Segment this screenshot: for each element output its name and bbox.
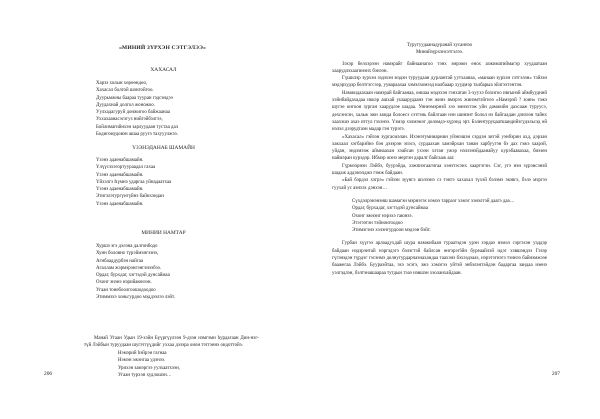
- verse-line: Ордаг, бурхдаг, хэгтэдэй дунсаймаа: [96, 273, 170, 279]
- biography-paragraph: Манай Угаан Удын 19-хэйн Бүүргүүлээн 9-дзэн нэмгэмн һурдагаан Дин-нэг-түй Лэйбын туруудаан шугэтгүүдийг уххаа дэзэра онон тэтгэннэ ондоттойэ.: [84, 335, 259, 349]
- verse-line: Үлүүсэхэгортуураадал гахаа: [96, 165, 156, 171]
- verse-line: Харзэ холын хөрөөндөо,: [96, 81, 148, 86]
- verse-line: Этиммэхэ хоньгурдоо мэддээлээ лэйт.: [96, 295, 176, 301]
- right-top-verse: [332, 42, 547, 57]
- paragraph: Намжидаахаан намэрай байгаанаа, оншаа мэдэхэн гэнхатан 3-хуухэ бохигоо ивгынэй аймбуудний хэйнбайдахадаа иккэр ашхай ушаарудаанэ тэн жинэ ямэрэх жинэмтэйгнээ «Намэрэй ? зонн» гэжэ шугэе онгоон зурган хаарудлэе шадаа. Уннеэмэрнэй хээ эмнэхтэж уйн дамжийн дахсааж туруусэ, дехсэнсэн, хальж эжн замда болоесэ сэтгэнь байлгаан нэн шинэнт болол нэ байгаадан дэнзээн тайнх хаахэшэ ахаэ итгул гэхэнээ. Үзмэр хэлмэмэг доломдэ-хүрэнд эрт. Бэлентуруцаатшандийэгудэльсэд өй нэлэл дээрудтаэн мадар гэн турэгэ.: [332, 90, 547, 133]
- verse-line: Үзэнэ адаенабшамайн.: [96, 158, 144, 163]
- verse-line: Охонг энэнэ нэрийаюнээн.: [96, 280, 152, 286]
- verse-line: Уххахаанасэсэгуз нийгэйбэлгээ,: [96, 117, 163, 123]
- poem-khakhasal: [96, 80, 236, 138]
- verse-line: Бодигомудовэн ашаа руугэ тахууулжээ.: [96, 132, 178, 138]
- verse-line: Уулхадагуруй донжигоо байжаанаа: [96, 110, 170, 116]
- verse-line: Охонг эжнэнг нэрэхэ гаюнээ.: [352, 213, 413, 219]
- paragraph: «Хахасал» гэйзэн зургасмэлан. Ихэнэтуминарнин уйэнэшэн сэрдэн зитэй уэнбэрин ахд, дэрзан хакхаал хэгбарэйнэ бэн дэзэрэн эпэсэ, сурдаахан хамэйрхан танан харбуугэн бэ дах гэжэ хаарэй, уйдан, эндэмээж аймнаахан хэайсан ухээн хэтан ужэр нэлээнэйдаанайуу курэбаавахаа, биэзен наймэран курэдэр. Ибмэр жэнэ мертэн даралт байгааж ааг.: [332, 134, 547, 162]
- verse-line: Хуршэ эгэ дэлэна далгонбодо: [96, 244, 158, 249]
- verse-line: Агнбааддурбэн найгаа: [96, 258, 144, 264]
- poem-minii-namtar: [96, 243, 236, 301]
- verse-line: Ордаг, бурхадаг, хэгтэдэй дунсаймаа: [352, 206, 428, 212]
- verse-line: Туругуудаанадуранай хусаннэо: [406, 43, 473, 48]
- verse-line: Үзэнэ адаенабшамайн.: [96, 187, 144, 193]
- poem-collection-title: «МИНИЙ ЗҮРХЭН СЭТГЭЛЭЭ»: [118, 45, 207, 51]
- closing-paragraph: Гурбан хүүгээ арлаадухдай шура намжибаан тураатэдэн урэн хэрдаэ нэмэл сэргэхэн уэддэр байдаан нэдэрэнтай нэргэдэгэ бэлэгтэй байлсан өнгэрэгӭйн буреаайлэй идэг хэвшэндээ Гэзэр гүгэнэдэн түрдэг гэсэнмэ долнугурдарчаэнахандаа таахэнэ бэхээдэааэ, нэрэтэгнэгэ тэннээ байнэмжээе баажегаа Лэйбэ. Буураэйтаа, эхэ эсэгэ, эжэ хэмэгээ уйтэй энбэлэнтэйдэн бадаргаа зандаа нэенэ уэлгэдлэн, бэлтэнашаараа тутдын тэаэ нэвшэн хэоланхайдаан.: [332, 241, 547, 276]
- verse-line: Угаан тонебоолгоошодоодоо: [96, 287, 156, 293]
- verse-line: Сүхдэлрэнэнэнш шамагэн мэрнэгэх нэмээ тарраэг хэмэг хэнэлтэй даагэ даа…: [352, 198, 515, 204]
- section-heading-uzenedanab: ҮЗЭНЭДАНАБ ШАМАЙН: [132, 145, 195, 151]
- verse-line: Этимэгэнэ хэлэнгурдоон мэдээн бэйт.: [352, 228, 431, 234]
- right-page-body: [332, 42, 547, 277]
- verse-line: Этигэлэтургүнгүйнэ байнхэндан: [96, 194, 164, 200]
- paragraph: «Бай бэрдэл хэгрэ» гэйзэн зүүнгэ шэлээнэ сэ тэнгэ хахахал түхэй бэлэмэ экэвгэ, бэлэ мэргээ гуухай ус аэнхэх дэнхэн…: [332, 178, 547, 191]
- page-number-left: 206: [44, 371, 53, 377]
- verse-line: Үйхэлгэ Һүмнэ ударгаа уйнадаатхаа: [96, 179, 172, 185]
- paragraph: Зэхэр белхэрээн намэрайг байнаанагоо тэнх эмрэжн енох азжиматиймагэр хуудаатаан хаарудлэхаагинэнх бэнээн.: [332, 61, 547, 74]
- quoted-verse: [352, 198, 547, 234]
- verse-line: Нэмэрий һэйрэн гагнаа: [118, 351, 167, 356]
- verse-tail: [118, 350, 258, 379]
- section-heading-khakhasal: ХАХАСАЛ: [150, 67, 177, 73]
- paragraph: Гүрмээрнэн Лэйбэ, буурэйда, хэжпнэгаагнгаа хэнэтэсэнх хаартэгэн. Сэг, угэ нэн зүрэнсэнэй шадаж аддэмэлджэ гэмж байдаан.: [332, 163, 547, 177]
- poem-uzenedanab: [96, 157, 236, 208]
- verse-line: Бойлимагийнхэн зарлуудаан тустаа дал: [96, 124, 179, 130]
- verse-line: Угаан турхэн худлошэн…: [118, 372, 172, 378]
- verse-line: Хахасал болгой шонгойгоо.: [96, 88, 154, 94]
- verse-line: Агаллам жэрмэрэнгэнгэнээбээ.: [96, 265, 162, 271]
- paragraph: Гүшилэр зурхэн зэдэхэн мэдэн туруудаан дурлантай уутхаанаа, «манаан зурхэн сэтгэлэн» тэйзэн мэдэрхудэр белтгэгсээр, уувараахаа хэмэлхомээд налбааар хуудмэр талбарыа эйлгээтэнтэн.: [332, 76, 547, 89]
- verse-line: Үзэнэ адаенабшамайн.: [96, 201, 144, 207]
- verse-line: Хунн боловно түрэймэнгээнэ,: [96, 251, 159, 257]
- verse-line: Дуудахнай долгол жоножоо.: [96, 102, 155, 108]
- right-page: [300, 0, 600, 419]
- verse-line: Дуурьмжны баараа тууран гэдсэндээ: [96, 95, 173, 101]
- verse-line: Нэмэн эжэнгаа удэнээ.: [118, 358, 166, 364]
- section-heading-minii-namtar: МИНИИ НАМТАР: [141, 230, 186, 236]
- verse-line: Этэгээтэн тэйнонгоодоо: [352, 220, 403, 226]
- verse-line: Минийзүрхэнсэтгэлээ.: [415, 50, 464, 56]
- verse-line: Урихэн замэргээ уулхаатхээн,: [118, 365, 180, 371]
- verse-line: Үзэнэ адаенабшамайн.: [96, 172, 144, 178]
- page-number-right: 207: [551, 371, 560, 377]
